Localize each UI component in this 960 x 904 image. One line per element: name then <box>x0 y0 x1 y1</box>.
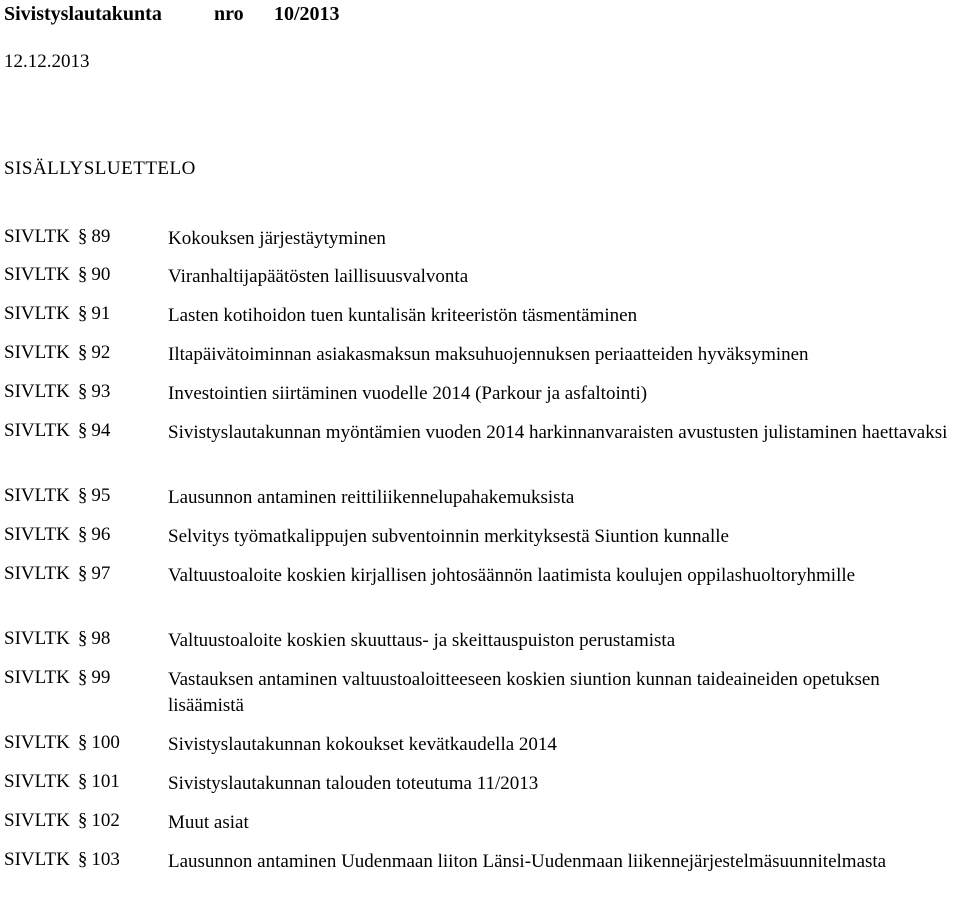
section-topic: Lausunnon antaminen Uudenmaan liiton Länsi-Uudenmaan liikennejärjestelmäsuunnitelmasta <box>168 851 887 872</box>
meeting-date: 12.12.2013 <box>4 51 90 72</box>
section-number: 92 <box>91 342 111 363</box>
section-sign: § <box>77 342 88 363</box>
section-prefix: SIVLTK <box>4 342 70 363</box>
section-reference <box>4 226 110 249</box>
section-topic: Valtuustoaloite koskien skuuttaus- ja skeittauspuiston perustamista <box>168 630 676 651</box>
section-topic: Sivistyslautakunnan talouden toteutuma 11/2013 <box>168 773 539 794</box>
organization-name: Sivistyslautakunta <box>4 3 162 25</box>
section-reference <box>4 420 110 443</box>
section-reference <box>4 264 110 287</box>
section-prefix: SIVLTK <box>4 485 70 506</box>
section-topic: Muut asiat <box>168 812 249 833</box>
section-prefix: SIVLTK <box>4 628 70 649</box>
section-number: 89 <box>91 226 111 247</box>
section-number: 96 <box>91 524 111 545</box>
section-sign: § <box>77 732 88 753</box>
section-reference <box>4 342 110 365</box>
section-topic: Valtuustoaloite koskien kirjallisen johtosäännön laatimista koulujen oppilashuoltoryhmille <box>168 565 856 586</box>
section-sign: § <box>77 420 88 441</box>
section-number: 90 <box>91 264 111 285</box>
section-reference <box>4 303 110 326</box>
section-reference <box>4 810 120 833</box>
section-sign: § <box>77 628 88 649</box>
section-sign: § <box>77 849 88 870</box>
section-number: 94 <box>91 420 111 441</box>
section-reference <box>4 524 110 547</box>
section-topic: Sivistyslautakunnan kokoukset kevätkaudella 2014 <box>168 734 557 755</box>
section-prefix: SIVLTK <box>4 810 70 831</box>
section-reference <box>4 667 110 690</box>
section-sign: § <box>77 381 88 402</box>
section-prefix: SIVLTK <box>4 771 70 792</box>
section-prefix: SIVLTK <box>4 264 70 285</box>
section-topic: Investointien siirtäminen vuodelle 2014 (Parkour ja asfaltointi) <box>168 383 648 404</box>
section-reference <box>4 563 110 586</box>
section-number: 97 <box>91 563 111 584</box>
section-reference <box>4 771 120 794</box>
section-number: 99 <box>91 667 111 688</box>
section-prefix: SIVLTK <box>4 420 70 441</box>
section-number: 100 <box>91 732 120 753</box>
section-sign: § <box>77 264 88 285</box>
section-number: 98 <box>91 628 111 649</box>
section-number: 91 <box>91 303 111 324</box>
section-sign: § <box>77 226 88 247</box>
section-topic: Iltapäivätoiminnan asiakasmaksun maksuhuojennuksen periaatteiden hyväksyminen <box>168 344 809 365</box>
section-sign: § <box>77 524 88 545</box>
toc-title: SISÄLLYSLUETTELO <box>4 158 196 179</box>
section-topic: Selvitys työmatkalippujen subventoinnin merkityksestä Siuntion kunnalle <box>168 526 729 547</box>
section-sign: § <box>77 563 88 584</box>
section-sign: § <box>77 667 88 688</box>
section-prefix: SIVLTK <box>4 381 70 402</box>
section-sign: § <box>77 810 88 831</box>
section-number: 101 <box>91 771 120 792</box>
section-topic: Vastauksen antaminen valtuustoaloitteeseen koskien siuntion kunnan taideaineiden opetuksen lisäämistä <box>168 669 880 716</box>
meeting-number-label: nro <box>214 3 244 25</box>
section-number: 95 <box>91 485 111 506</box>
section-reference <box>4 485 110 508</box>
section-prefix: SIVLTK <box>4 524 70 545</box>
section-sign: § <box>77 771 88 792</box>
section-prefix: SIVLTK <box>4 563 70 584</box>
section-reference <box>4 381 110 404</box>
section-prefix: SIVLTK <box>4 303 70 324</box>
section-number: 93 <box>91 381 111 402</box>
section-number: 102 <box>91 810 120 831</box>
section-reference <box>4 628 110 651</box>
section-sign: § <box>77 303 88 324</box>
section-prefix: SIVLTK <box>4 226 70 247</box>
meeting-number: 10/2013 <box>274 3 340 25</box>
section-prefix: SIVLTK <box>4 849 70 870</box>
section-topic: Sivistyslautakunnan myöntämien vuoden 2014 harkinnanvaraisten avustusten julistaminen haettavaksi <box>168 422 948 443</box>
section-number: 103 <box>91 849 120 870</box>
section-prefix: SIVLTK <box>4 667 70 688</box>
section-topic: Viranhaltijapäätösten laillisuusvalvonta <box>168 266 469 287</box>
section-topic: Lausunnon antaminen reittiliikennelupahakemuksista <box>168 487 575 508</box>
document-header <box>4 2 340 26</box>
section-reference <box>4 849 120 872</box>
section-prefix: SIVLTK <box>4 732 70 753</box>
section-topic: Kokouksen järjestäytyminen <box>168 228 386 249</box>
section-sign: § <box>77 485 88 506</box>
section-reference <box>4 732 120 755</box>
section-topic: Lasten kotihoidon tuen kuntalisän kriteeristön täsmentäminen <box>168 305 638 326</box>
